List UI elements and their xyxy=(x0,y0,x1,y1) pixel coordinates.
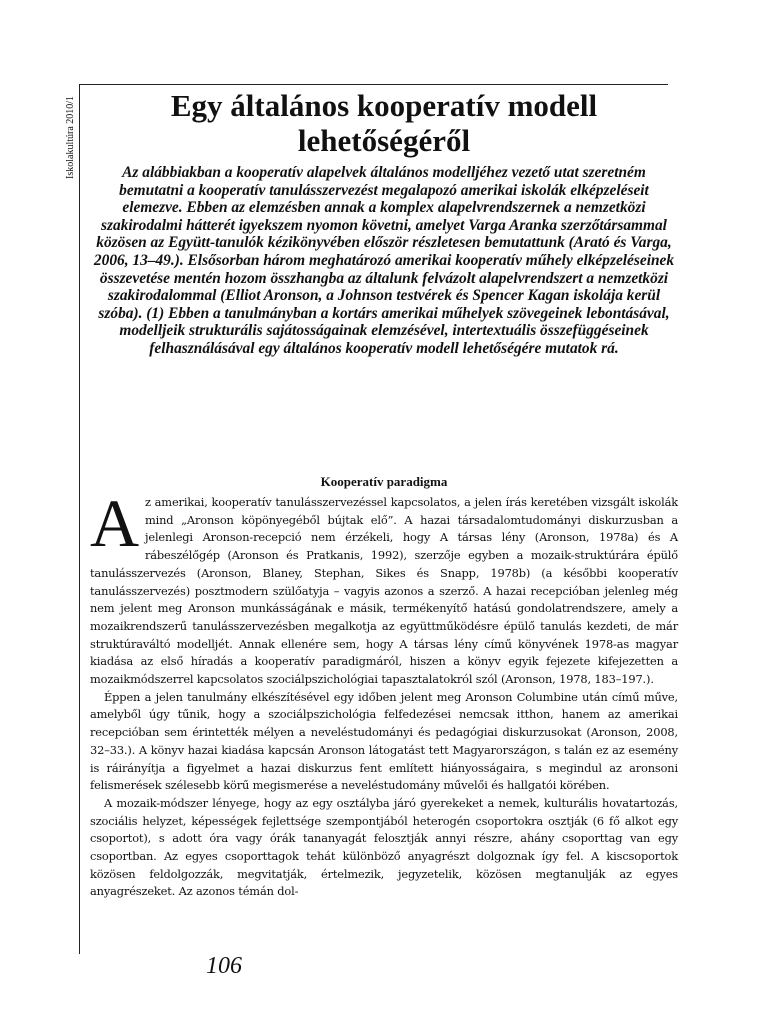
article-title xyxy=(90,88,678,158)
body-paragraph-3: A mozaik-módszer lényege, hogy az egy osztályba járó gyerekeket a nemek, kulturális hovatartozás, szociális helyzet, képességek fejlettsége szempontjából heterogén csoportokra osztják (6 fő alkot egy csoportot), s adott óra vagy órák tananyagát felosztják annyi részre, ahány csoporttag van egy csoportban. Az egyes csoporttagok tehát különböző anyagrészt dolgoznak így fel. A kiscsoportok közösen feldolgozzák, megvitatják, értelmezik, jegyzetelik, közösen megtanulják az egyes anyagrészeket. Az azonos témán dol- xyxy=(90,795,678,899)
page-number: 106 xyxy=(206,953,242,979)
title-line-2: lehetőségéről xyxy=(297,123,471,158)
horizontal-rule xyxy=(80,84,668,85)
vertical-rule xyxy=(79,84,80,954)
body-paragraph-1 xyxy=(90,485,678,689)
title-line-1: Egy általános kooperatív modell xyxy=(170,88,598,123)
paragraph-1-text: z amerikai, kooperatív tanulásszervezéssel kapcsolatos, a jelen írás keretében vizsgált iskolák mind „Aronson köpönyegéből bújtak elő”. A hazai társadalomtudományi diskurzusban a jelenlegi Aronson-recepció nem érzékeli, hogy A társas lény (Aronson, 1978a) és A rábeszélőgép (Aronson és Pratkanis, 1992), szerzője egyben a mozaik-struktúrára épülő tanulásszervezés (Aronson, Blaney, Stephan, Sikes és Snapp, 1978b) (a későbbi kooperatív tanulásszervezés) posztmodern szülőatyja – vagyis azonos a szerző. A hazai recepcióban jelenleg még nem jelent meg Aronson munkásságának e másik, termékenyítő hatású gondolatrendszere, amely a mozaikrendszerű tanulásszervezésben megalkotja az együttműködésre épülő tanulás kezdeti, de már struktúraváltó modelljét. Annak ellenére sem, hogy A társas lény című könyvének 1978-as magyar kiadása az első híradás a kooperatív paradigmáról, hiszen a könyv egyik fejezete kifejezetten a mozaikmódszerrel kapcsolatos szociálpszichológiai tapasztalatokról szól (Aronson, 1978, 183–197.). xyxy=(90,495,678,687)
article-abstract: Az alábbiakban a kooperatív alapelvek általános modelljéhez vezető utat szeretném bemutatni a kooperatív tanulásszervezést megalapozó amerikai iskolák elképzeléseit elemezve. Ebben az elemzésben annak a komplex alapelvrendszernek a nemzetközi szakirodalmi hátterét igyekszem nyomon követni, amelyet Varga Aranka szerzőtársammal közösen az Együtt-tanulók kézikönyvében először részletesen bemutattunk (Arató és Varga, 2006, 13–49.). Elsősorban három meghatározó amerikai kooperatív műhely elképzeléseinek összevetése mentén hozom összhangba az általunk felvázolt alapelvrendszert a nemzetközi szakirodalommal (Elliot Aronson, a Johnson testvérek és Spencer Kagan iskolája kerül szóba). (1) Ebben a tanulmányban a kortárs amerikai műhelyek szövegeinek lebontásával, modelljeik strukturális sajátosságainak elemzésével, intertextuális összefüggéseinek felhasználásával egy általános kooperatív modell lehetőségére mutatok rá. xyxy=(93,164,675,357)
drop-cap: A xyxy=(90,485,139,561)
article-body xyxy=(90,485,678,901)
section-heading: Kooperatív paradigma xyxy=(320,474,448,489)
journal-label: Iskolakultúra 2010/1 xyxy=(65,95,76,179)
body-paragraph-2: Éppen a jelen tanulmány elkészítésével egy időben jelent meg Aronson Columbine után című műve, amelyből úgy tűnik, hogy a szociálpszichológia felfedezései nemcsak itthon, hanem az amerikai recepcióban sem érintették mélyen a neveléstudományi és pedagógiai diskurzusokat (Aronson, 2008, 32–33.). A könyv hazai kiadása kapcsán Aronson látogatást tett Magyarországon, s talán ez az esemény is ráirányítja a figyelmet a hazai diskurzus fent említett hiányosságaira, s megindul az aronsoni felismerések szélesebb körű megismerése a neveléstudomány művelői és hallgatói körében. xyxy=(90,689,678,793)
